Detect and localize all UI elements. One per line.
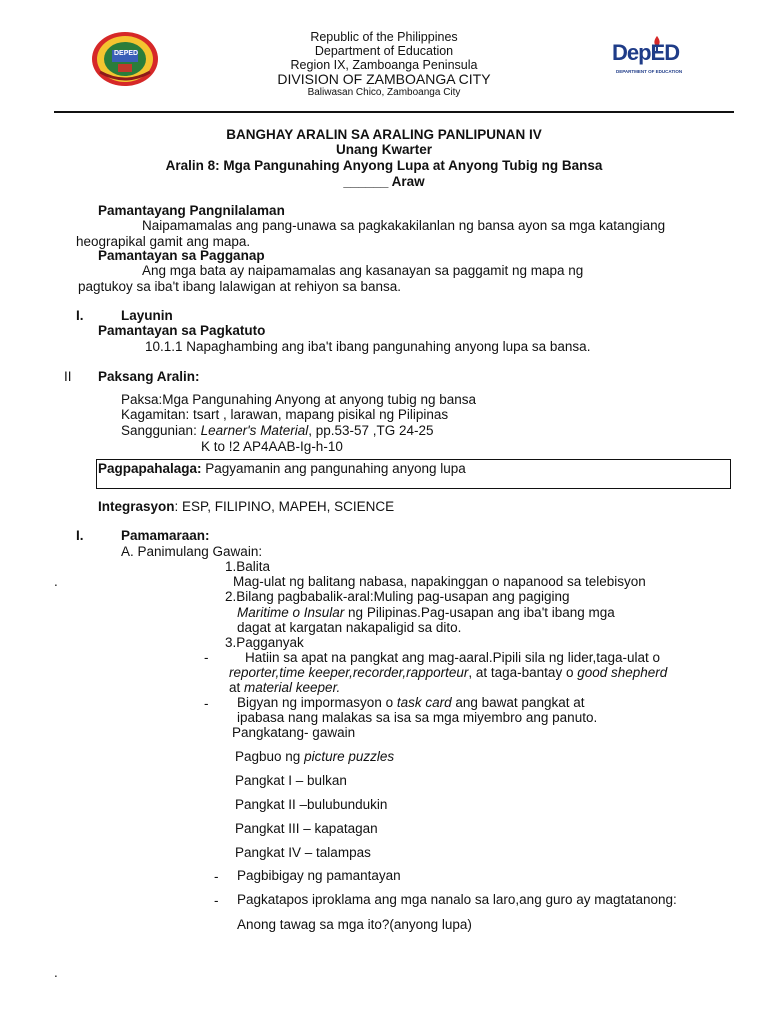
puzzle-pre: Pagbuo ng <box>235 749 305 764</box>
grouping-shepherd: good shepherd <box>577 665 668 680</box>
integration-label: Integrasyon <box>98 499 175 514</box>
motivation-title: 3.Pagganyak <box>225 635 304 650</box>
puzzle-line <box>235 749 394 765</box>
bullet-dash-2: - <box>204 696 209 711</box>
references-label: Sanggunian: <box>121 423 201 438</box>
title-lesson: Aralin 8: Mga Pangunahing Anyong Lupa at Anyong Tubig ng Bansa <box>165 158 603 173</box>
review-text-3: dagat at kargatan nakapaligid sa dito. <box>237 620 462 635</box>
objectives-number: I. <box>76 308 84 323</box>
review-rest: ng Pilipinas.Pag-usapan ang iba't ibang mga <box>344 605 615 620</box>
logo-subtext: DEPARTMENT OF EDUCATION <box>616 69 683 74</box>
values-text: Pagyamanin ang pangunahing anyong lupa <box>201 461 466 476</box>
group-item-3: Pangkat III – kapatagan <box>235 821 378 836</box>
preliminary-activities: A. Panimulang Gawain: <box>121 544 263 559</box>
task-card-rest: ang bawat pangkat at <box>451 695 585 710</box>
grouping-text-2 <box>229 665 667 681</box>
integration-line <box>98 499 394 515</box>
subject-matter-heading: Paksang Aralin: <box>98 369 200 384</box>
grouping-mid: , at taga-bantay o <box>468 665 578 680</box>
performance-standard-text-1: Ang mga bata ay naipamamalas ang kasanayan sa paggamit ng mapa ng <box>142 263 584 278</box>
grouping-at: at <box>229 680 245 695</box>
header-division: DIVISION OF ZAMBOANGA CITY <box>277 71 491 87</box>
review-maritime: Maritime o Insular <box>237 605 345 620</box>
title-quarter: Unang Kwarter <box>335 142 433 157</box>
references-pages: , pp.53-57 ,TG 24-25 <box>308 423 434 438</box>
materials-line: Kagamitan: tsart , larawan, mapang pisikal ng Pilipinas <box>121 407 449 422</box>
learning-competency-heading: Pamantayan sa Pagkatuto <box>98 323 266 338</box>
seal-label: DEPED <box>114 50 139 57</box>
subject-matter-number: II <box>64 369 72 384</box>
values-label: Pagpapahalaga: <box>98 461 202 476</box>
task-card-italic: task card <box>396 695 452 710</box>
header-republic: Republic of the Philippines <box>310 30 458 44</box>
margin-dot-2: . <box>54 965 58 980</box>
news-title: 1.Balita <box>225 559 271 574</box>
group-item-4: Pangkat IV – talampas <box>235 845 371 860</box>
header-region: Region IX, Zamboanga Peninsula <box>290 58 478 72</box>
content-standard-heading: Pamantayang Pangnilalaman <box>98 203 285 218</box>
bullet-dash-1: - <box>204 650 209 665</box>
procedure-number: I. <box>76 528 84 543</box>
group-item-1: Pangkat I – bulkan <box>235 773 347 788</box>
references-line <box>121 423 434 439</box>
title-main: BANGHAY ARALIN SA ARALING PANLIPUNAN IV <box>226 127 542 142</box>
review-title: 2.Bilang pagbabalik-aral:Muling pag-usapan ang pagiging <box>225 589 570 604</box>
puzzle-italic: picture puzzles <box>304 749 395 764</box>
bullet-dash-3: - <box>214 869 219 884</box>
content-standard-text-2: heograpikal gamit ang mapa. <box>76 234 251 249</box>
values-line <box>98 461 466 477</box>
content-standard-text-1: Naipamamalas ang pang-unawa sa pagkakakilanlan ng bansa ayon sa mga katangiang <box>142 218 666 233</box>
performance-standard-heading: Pamantayan sa Pagganap <box>98 248 265 263</box>
learning-competency-text: 10.1.1 Napaghambing ang iba't ibang pangunahing anyong lupa sa bansa. <box>145 339 591 354</box>
question-line: Anong tawag sa mga ito?(anyong lupa) <box>237 917 472 932</box>
procedure-heading: Pamamaraan: <box>121 528 210 543</box>
review-text-2 <box>237 605 615 621</box>
header-department: Department of Education <box>314 44 454 58</box>
title-days: ______ Araw <box>343 174 425 189</box>
references-lm: Learner's Material <box>200 423 309 438</box>
header-address: Baliwasan Chico, Zamboanga City <box>307 87 461 98</box>
grouping-text-1: Hatiin sa apat na pangkat ang mag-aaral.Pipili sila ng lider,taga-ulat o <box>245 650 661 665</box>
group-item-2: Pangkat II –bulubundukin <box>235 797 388 812</box>
margin-dot-1: . <box>54 574 58 589</box>
after-game-line: Pagkatapos iproklama ang mga nanalo sa laro,ang guro ay magtatanong: <box>237 892 677 907</box>
bullet-dash-4: - <box>214 893 219 908</box>
task-card-pre: Bigyan ng impormasyon o <box>237 695 397 710</box>
task-card-text-2: ipabasa nang malakas sa isa sa mga miyembro ang panuto. <box>237 710 598 725</box>
logo-text: DepED <box>612 40 680 65</box>
news-text: Mag-ulat ng balitang nabasa, napakinggan o napanood sa telebisyon <box>233 574 646 589</box>
criteria-line: Pagbibigay ng pamantayan <box>237 868 401 883</box>
topic-line: Paksa:Mga Pangunahing Anyong at anyong tubig ng bansa <box>121 392 477 407</box>
integration-text: : ESP, FILIPINO, MAPEH, SCIENCE <box>174 499 395 514</box>
performance-standard-text-2: pagtukoy sa iba't ibang lalawigan at rehiyon sa bansa. <box>78 279 402 294</box>
grouping-text-3 <box>229 680 340 696</box>
competency-code: K to !2 AP4AAB-Ig-h-10 <box>201 439 343 454</box>
task-card-text-1 <box>237 695 584 711</box>
group-activity-label: Pangkatang- gawain <box>232 725 356 740</box>
grouping-roles: reporter,time keeper,recorder,rapporteur <box>229 665 469 680</box>
header-divider <box>54 111 734 113</box>
grouping-keeper: material keeper. <box>244 680 341 695</box>
objectives-heading: Layunin <box>121 308 173 323</box>
